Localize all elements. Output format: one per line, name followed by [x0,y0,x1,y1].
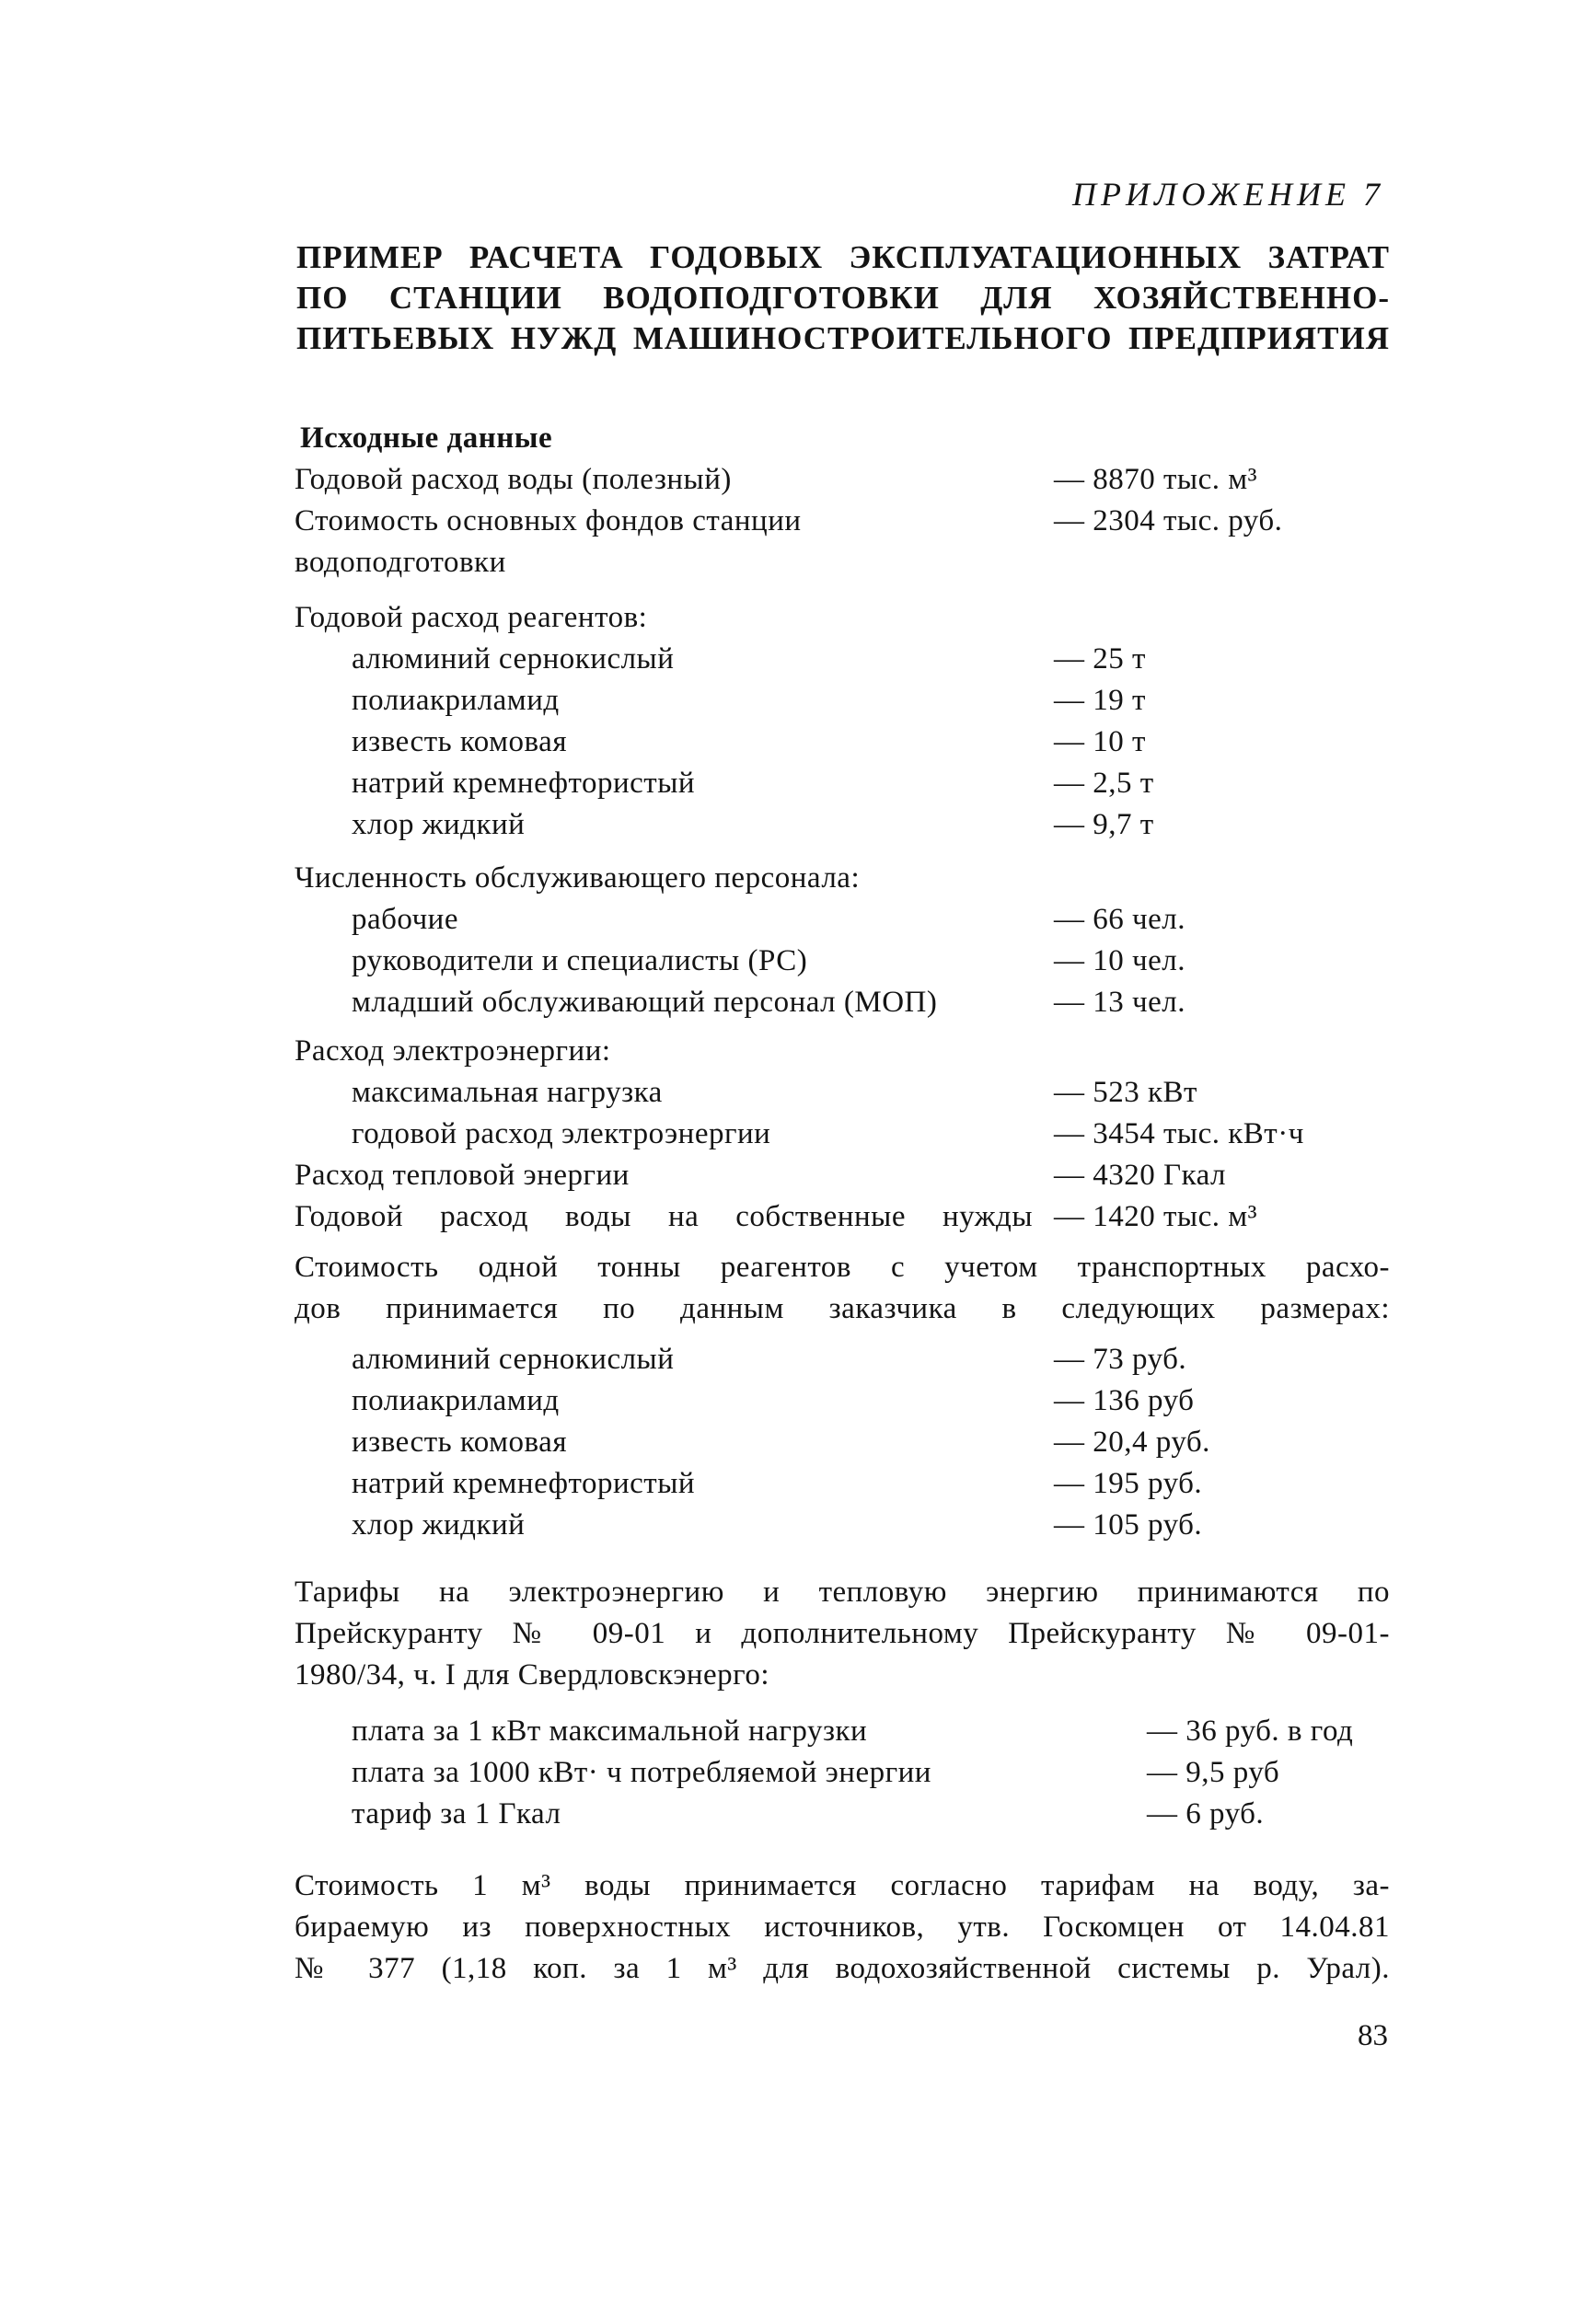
personnel-heading: Численность обслуживающего персонала: [295,861,861,895]
intro-line: Прейскуранту № 09-01 и дополнительному Прейскуранту № 09-01- [295,1617,1390,1650]
intro-line: Стоимость одной тонны реагентов с учетом транспортных расхо- [295,1251,1390,1284]
row-value: — 105 руб. [1054,1508,1203,1542]
row-value: — 13 чел. [1054,986,1185,1019]
row-value: — 1420 тыс. м³ [1054,1200,1258,1233]
price-row [0,1422,1596,1463]
row-label: водоподготовки [295,546,506,579]
personnel-row [0,899,1596,941]
row-water-consumption [0,459,1596,501]
row-label: плата за 1000 кВт· ч потребляемой энергии [352,1756,931,1789]
row-label: максимальная нагрузка [352,1076,663,1109]
row-label: известь комовая [352,725,568,758]
row-label: Годовой расход воды на собственные нужды [295,1200,1033,1233]
electricity-heading: Расход электроэнергии: [295,1034,611,1068]
title-line: ПРИМЕР РАСЧЕТА ГОДОВЫХ ЭКСПЛУАТАЦИОННЫХ ЗАТРАТ [296,239,1390,275]
row-label: Годовой расход воды (полезный) [295,463,732,496]
row-value: — 73 руб. [1054,1343,1187,1376]
row-label: полиакриламид [352,684,560,717]
personnel-row [0,941,1596,982]
row-value: — 10 чел. [1054,944,1185,977]
price-row [0,1505,1596,1546]
price-row [0,1339,1596,1380]
row-label: натрий кремнефтористый [352,767,696,800]
row-label: Расход тепловой энергии [295,1159,630,1192]
row-value: — 9,7 т [1054,808,1154,841]
note-line: Стоимость 1 м³ воды принимается согласно тарифам на воду, за- [295,1869,1390,1902]
row-value: — 66 чел. [1054,903,1185,936]
electricity-row [0,1114,1596,1155]
row-fixed-assets [0,501,1596,542]
tariff-row [0,1794,1596,1835]
reagent-row [0,639,1596,680]
intro-line: Тарифы на электроэнергию и тепловую энергию принимаются по [295,1576,1390,1609]
title-line: ПО СТАНЦИИ ВОДОПОДГОТОВКИ ДЛЯ ХОЗЯЙСТВЕННО- [296,280,1390,316]
row-label: плата за 1 кВт максимальной нагрузки [352,1715,868,1748]
row-value: — 4320 Гкал [1054,1159,1227,1192]
row-value: — 3454 тыс. кВт·ч [1054,1117,1304,1150]
electricity-row [0,1072,1596,1114]
row-value: — 523 кВт [1054,1076,1197,1109]
row-label: руководители и специалисты (РС) [352,944,808,977]
row-label: алюминий сернокислый [352,642,675,676]
water-cost-note [295,1865,1390,1990]
tariff-row [0,1711,1596,1752]
row-heat-energy [0,1155,1596,1196]
reagent-row [0,680,1596,722]
row-label: натрий кремнефтористый [352,1467,696,1500]
row-label: Стоимость основных фондов станции [295,504,802,537]
document-title [296,237,1390,359]
note-line: бираемую из поверхностных источников, утв. Госкомцен от 14.04.81 [295,1911,1390,1944]
row-value: — 20,4 руб. [1054,1426,1210,1459]
appendix-label: ПРИЛОЖЕНИЕ 7 [1072,176,1384,213]
row-value: — 136 руб [1054,1384,1195,1417]
row-label: хлор жидкий [352,1508,526,1542]
row-label: тариф за 1 Гкал [352,1797,561,1830]
row-own-needs [0,1196,1596,1238]
row-label: младший обслуживающий персонал (МОП) [352,986,938,1019]
row-value: — 25 т [1054,642,1146,676]
page-number: 83 [1358,2019,1388,2052]
personnel-row [0,982,1596,1023]
price-row [0,1463,1596,1505]
price-row [0,1380,1596,1422]
row-value: — 2,5 т [1054,767,1154,800]
row-value: — 36 руб. в год [1147,1715,1354,1748]
row-label: известь комовая [352,1426,568,1459]
row-value: — 2304 тыс. руб. [1054,504,1283,537]
intro-line: 1980/34, ч. I для Свердловскэнерго: [295,1658,770,1692]
reagent-row [0,763,1596,804]
row-label: годовой расход электроэнергии [352,1117,771,1150]
note-line: № 377 (1,18 коп. за 1 м³ для водохозяйственной системы р. Урал). [295,1952,1390,1985]
row-label: рабочие [352,903,458,936]
row-value: — 8870 тыс. м³ [1054,463,1258,496]
title-line: ПИТЬЕВЫХ НУЖД МАШИНОСТРОИТЕЛЬНОГО ПРЕДПРИЯТИЯ [296,320,1390,356]
tariffs-intro [295,1572,1390,1696]
intro-line: дов принимается по данным заказчика в следующих размерах: [295,1292,1390,1325]
reagents-heading: Годовой расход реагентов: [295,601,648,634]
initial-data-heading: Исходные данные [300,421,553,455]
row-value: — 9,5 руб [1147,1756,1280,1789]
row-label: полиакриламид [352,1384,560,1417]
tariff-row [0,1752,1596,1794]
row-label: хлор жидкий [352,808,526,841]
row-label: алюминий сернокислый [352,1343,675,1376]
row-value: — 6 руб. [1147,1797,1265,1830]
row-value: — 19 т [1054,684,1146,717]
reagent-row [0,722,1596,763]
reagent-cost-intro [295,1247,1390,1330]
row-value: — 10 т [1054,725,1146,758]
row-value: — 195 руб. [1054,1467,1203,1500]
reagent-row [0,804,1596,846]
row-fixed-assets-continuation [0,542,1596,583]
